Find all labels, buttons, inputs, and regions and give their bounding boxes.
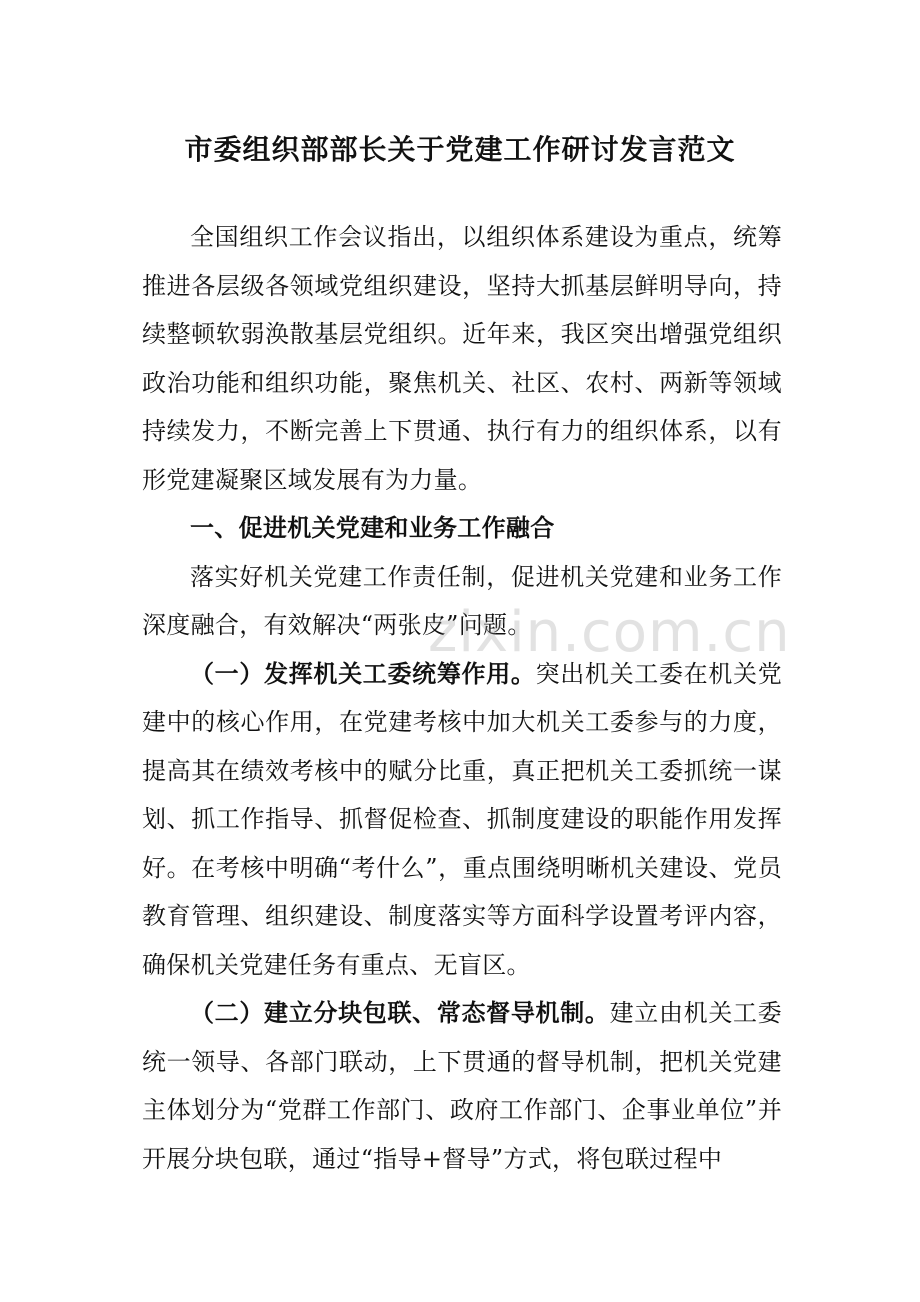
section-heading: 一、促进机关党建和业务工作融合 [190,514,555,542]
watermark: zixin.com.cn [428,600,791,665]
document-title: 市委组织部部长关于党建工作研讨发言范文 [184,133,736,166]
item-text-1: 突出机关工委在机关党建中的核心作用，在党建考核中加大机关工委参与的力度，提高其在绩效考核中的赋分比重，真正把机关工委抓统一谋划、抓工作指导、抓督促检查、抓制度建设的职能作用发挥好。在考核中明确“考什么”，重点围绕明晰机关建设、党员教育管理、组织建设、制度落实等方面科学设置考评内容，确保机关党建任务有重点、无盲区。 [142,659,783,979]
section-intro-paragraph: 落实好机关党建工作责任制，促进机关党建和业务工作深度融合，有效解决“两张皮”问题。 [142,562,782,639]
item-paragraph-2 [142,989,782,1183]
intro-paragraph: 全国组织工作会议指出，以组织体系建设为重点，统筹推进各层级各领域党组织建设，坚持大抓基层鲜明导向，持续整顿软弱涣散基层党组织。近年来，我区突出增强党组织政治功能和组织功能，聚焦机关、社区、农村、两新等领域持续发力，不断完善上下贯通、执行有力的组织体系，以有形党建凝聚区域发展有为力量。 [142,223,782,494]
item-text-2: 建立由机关工委统一领导、各部门联动，上下贯通的督导机制，把机关党建主体划分为“党群工作部门、政府工作部门、企事业单位”并开展分块包联，通过“指导+督导”方式，将包联过程中 [142,999,782,1173]
item-paragraph-1 [142,650,782,990]
item-heading-1: （一）发挥机关工委统筹作用。 [190,659,536,688]
document-body [142,213,782,1183]
item-heading-2: （二）建立分块包联、常态督导机制。 [190,999,610,1027]
